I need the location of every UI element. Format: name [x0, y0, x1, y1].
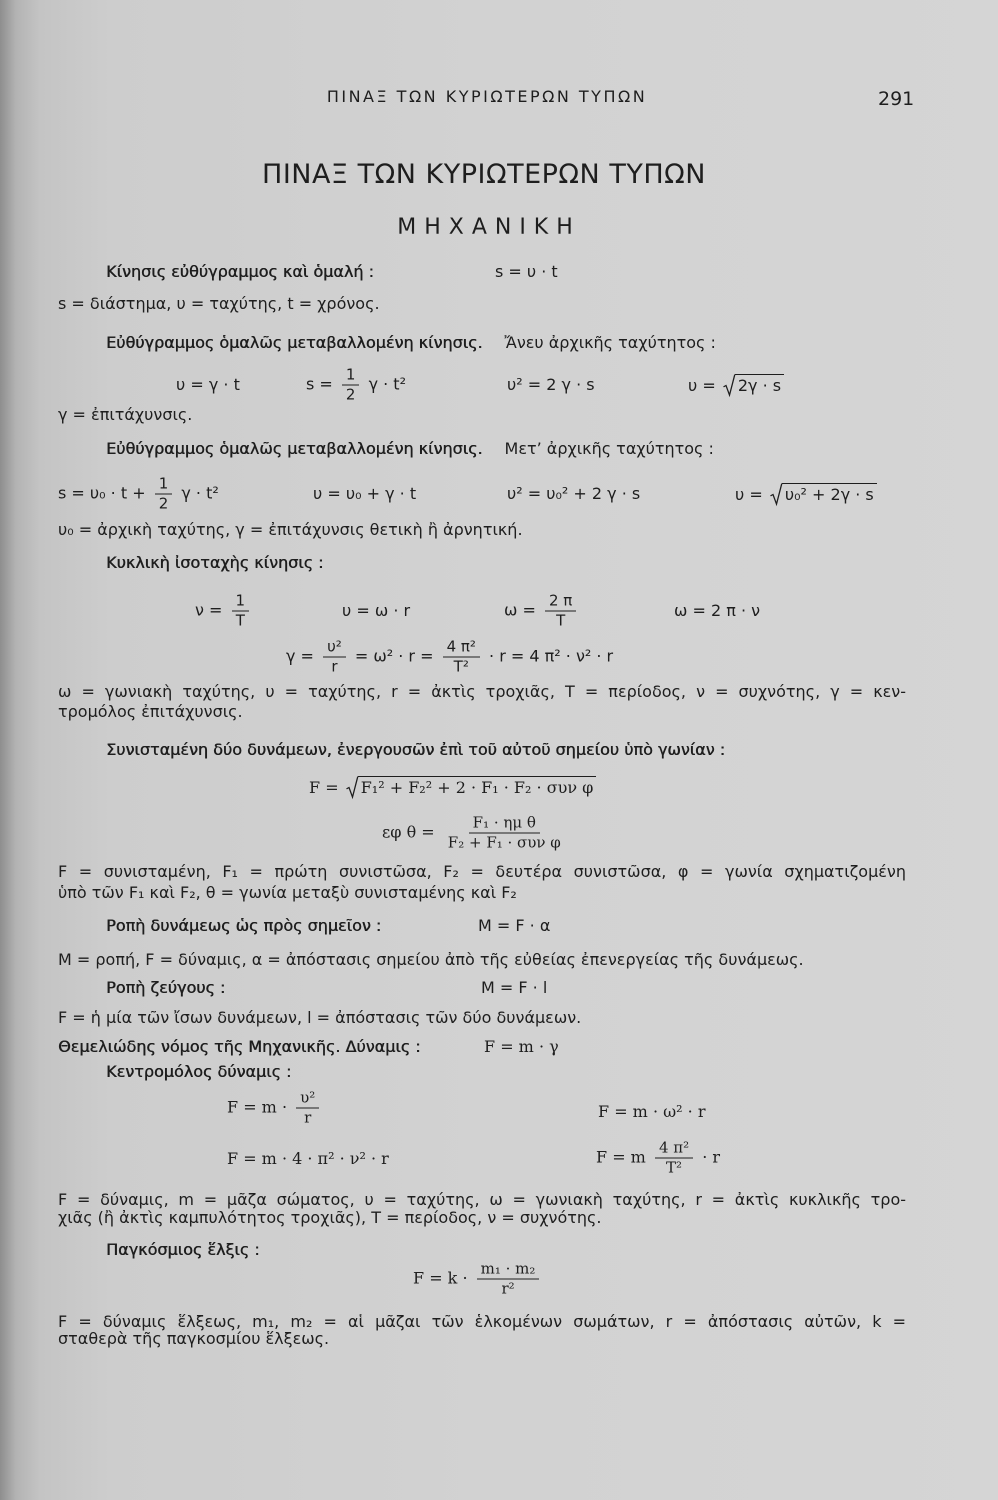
accelerated-motion-label: Εὐθύγραμμος ὁμαλῶς μεταβαλλομένη κίνησις.	[106, 333, 483, 352]
formula-centripetal-speed	[227, 1090, 323, 1127]
fraction	[232, 593, 250, 630]
gravitation-label: Παγκόσμιος ἕλξις :	[106, 1240, 260, 1259]
radicand: υ₀² + 2γ · s	[782, 483, 877, 504]
formula-centripetal-angular: F = m · ω² · r	[598, 1102, 706, 1121]
circular-motion-label: Κυκλικὴ ἰσοταχὴς κίνησις :	[106, 553, 324, 572]
fraction-denominator: r²	[501, 1279, 515, 1298]
radicand: F₁² + F₂² + 2 · F₁ · F₂ · συν φ	[358, 776, 597, 797]
moment-label: Ροπὴ δυνάμεως ὡς πρὸς σημεῖον :	[106, 916, 382, 935]
formula-rhs: · r = 4 π² · ν² · r	[489, 646, 614, 666]
fraction-numerator: υ²	[296, 1090, 319, 1109]
couple-legend: F = ἡ μία τῶν ἴσων δυνάμεων, l = ἀπόστασις τῶν δύο δυνάμεων.	[58, 1008, 582, 1027]
radical-sign	[770, 483, 782, 505]
formula-rhs: · r	[702, 1147, 721, 1167]
fraction-numerator: υ²	[323, 639, 346, 658]
section-title: ΜΗΧΑΝΙΚΗ	[397, 215, 581, 240]
formula-lhs: ν =	[195, 600, 223, 620]
page-number: 291	[878, 88, 915, 110]
formula-lhs: υ =	[688, 376, 716, 395]
formula-frequency	[195, 593, 253, 630]
square-root	[346, 776, 597, 798]
fundamental-law-label: Θεμελιώδης νόμος τῆς Μηχανικῆς. Δύναμις :	[58, 1037, 421, 1056]
formula-centripetal-frequency: F = m · 4 · π² · ν² · r	[227, 1149, 389, 1168]
fraction-numerator: 4 π²	[655, 1140, 693, 1159]
centripetal-force-label: Κεντρομόλος δύναμις :	[106, 1062, 292, 1081]
formula-middle: = ω² · r =	[354, 646, 434, 666]
fraction-denominator: F₂ + F₁ · συν φ	[447, 833, 561, 852]
fraction-denominator: T	[235, 611, 245, 630]
accelerated-initial-label: Εὐθύγραμμος ὁμαλῶς μεταβαλλομένη κίνησις.	[106, 439, 483, 458]
formula-linear-speed: υ = ω · r	[342, 601, 411, 620]
no-initial-velocity-condition: Ἄνευ ἀρχικῆς ταχύτητος :	[504, 333, 716, 352]
fraction	[296, 1090, 319, 1127]
radical-stroke	[346, 777, 357, 798]
fraction	[655, 1140, 693, 1177]
fraction-numerator: 1	[232, 593, 250, 612]
formula-centripetal-acceleration	[286, 639, 613, 676]
gravitation-legend-line-2: σταθερὰ τῆς παγκοσμίου ἕλξεως.	[58, 1329, 330, 1348]
radical-sign	[346, 776, 358, 798]
formula-lhs: F =	[309, 778, 339, 797]
formula-lhs: εφ θ =	[382, 822, 435, 842]
fraction	[545, 593, 576, 630]
radicand: 2γ · s	[735, 374, 784, 395]
fraction-denominator: 2	[345, 385, 356, 404]
fraction	[155, 476, 173, 513]
centripetal-legend-line-1: F = δύναμις, m = μᾶζα σώματος, υ = ταχύτης, ω = γωνιακὴ ταχύτης, r = ἀκτὶς κυκλικῆς τρο-	[58, 1190, 906, 1209]
formula-velocity-squared: υ² = 2 γ · s	[507, 375, 595, 394]
fraction-numerator: 4 π²	[443, 639, 480, 658]
formula-velocity-root-initial	[735, 483, 877, 505]
fraction-denominator: T²	[666, 1158, 683, 1177]
formula-lhs: F = m ·	[227, 1097, 288, 1117]
uniform-motion-label: Κίνησις εὐθύγραμμος καὶ ὁμαλή :	[106, 262, 374, 281]
formula-resultant-angle	[382, 815, 569, 852]
moment-legend: M = ροπή, F = δύναμις, α = ἀπόστασις σημείου ἀπὸ τῆς εὐθείας ἐπενεργείας τῆς δυνάμεως.	[58, 950, 804, 969]
formula-velocity-initial: υ = υ₀ + γ · t	[313, 484, 417, 503]
moment-formula: M = F · α	[478, 916, 551, 935]
square-root	[723, 374, 784, 396]
formula-lhs: F = m	[596, 1147, 646, 1167]
fraction	[477, 1261, 540, 1298]
formula-velocity: υ = γ · t	[176, 375, 240, 394]
fraction	[323, 639, 346, 676]
circular-motion-legend-line-2: τρομόλος ἐπιτάχυνσις.	[58, 702, 243, 721]
couple-formula: M = F · l	[481, 978, 548, 997]
formula-lhs: γ =	[286, 646, 314, 666]
fraction	[443, 639, 480, 676]
formula-velocity-squared-initial: υ² = υ₀² + 2 γ · s	[507, 484, 641, 503]
formula-lhs: s = υ₀ · t +	[58, 483, 146, 503]
fraction-denominator: T²	[453, 657, 469, 676]
fraction-numerator: 1	[155, 476, 173, 495]
fraction-numerator: F₁ · ημ θ	[469, 815, 540, 834]
accelerated-initial-heading	[106, 439, 714, 459]
formula-lhs: s =	[306, 374, 333, 394]
radical-sign	[723, 374, 735, 396]
resultant-legend-line-1: F = συνισταμένη, F₁ = πρώτη συνιστῶσα, F₂ = δευτέρα συνιστῶσα, φ = γωνία σχηματιζομένη	[58, 862, 906, 881]
fraction-numerator: m₁ · m₂	[477, 1261, 540, 1280]
formula-distance-initial	[58, 476, 219, 513]
square-root	[770, 483, 877, 505]
centripetal-legend-line-2: χιᾶς (ἢ ἀκτὶς καμπυλότητος τροχιᾶς), T = περίοδος, ν = συχνότης.	[58, 1208, 602, 1227]
fraction-denominator: r	[331, 657, 338, 676]
formula-resultant-magnitude	[309, 776, 596, 798]
formula-lhs: F = k ·	[413, 1268, 468, 1288]
formula-lhs: ω =	[504, 600, 536, 620]
formula-rhs: γ · t²	[368, 374, 406, 394]
acceleration-legend: γ = ἐπιτάχυνσις.	[58, 405, 193, 424]
fraction	[342, 367, 360, 404]
running-header: ΠΙΝΑΞ ΤΩΝ ΚΥΡΙΩΤΕΡΩΝ ΤΥΠΩΝ	[326, 87, 648, 106]
uniform-motion-legend: s = διάστημα, υ = ταχύτης, t = χρόνος.	[58, 294, 380, 313]
formula-velocity-root	[688, 374, 784, 396]
formula-rhs: γ · t²	[181, 483, 219, 503]
formula-distance	[306, 367, 406, 404]
page-title: ΠΙΝΑΞ ΤΩΝ ΚΥΡΙΩΤΕΡΩΝ ΤΥΠΩΝ	[262, 159, 706, 190]
initial-velocity-legend: υ₀ = ἀρχικὴ ταχύτης, γ = ἐπιτάχυνσις θετικὴ ἢ ἀρνητική.	[58, 520, 523, 539]
radical-stroke	[770, 484, 781, 505]
formula-angular-frequency: ω = 2 π · ν	[674, 601, 761, 620]
fraction	[444, 815, 565, 852]
fraction-numerator: 1	[342, 367, 360, 386]
fraction-denominator: T	[556, 611, 566, 630]
resultant-legend-line-2: ὑπὸ τῶν F₁ καὶ F₂, θ = γωνία μεταξὺ συνισταμένης καὶ F₂	[58, 883, 517, 902]
radical-stroke	[723, 375, 734, 396]
couple-label: Ροπὴ ζεύγους :	[106, 978, 226, 997]
uniform-motion-formula: s = υ · t	[495, 262, 558, 281]
fraction-numerator: 2 π	[545, 593, 576, 612]
fundamental-law-formula: F = m · γ	[484, 1037, 559, 1056]
circular-motion-legend-line-1: ω = γωνιακὴ ταχύτης, υ = ταχύτης, r = ἀκτὶς τροχιᾶς, T = περίοδος, ν = συχνότης, γ = κεν-	[58, 682, 906, 701]
resultant-label: Συνισταμένη δύο δυνάμεων, ἐνεργουσῶν ἐπὶ τοῦ αὐτοῦ σημείου ὑπὸ γωνίαν :	[106, 740, 726, 759]
initial-velocity-condition: Μετ’ ἀρχικῆς ταχύτητος :	[504, 439, 714, 458]
formula-lhs: υ =	[735, 485, 763, 504]
accelerated-motion-heading	[106, 333, 716, 353]
formula-angular-velocity	[504, 593, 580, 630]
gravitation-legend-line-1: F = δύναμις ἕλξεως, m₁, m₂ = αἱ μᾶζαι τῶν ἑλκομένων σωμάτων, r = ἀπόστασις αὐτῶν, k =	[58, 1312, 906, 1331]
formula-gravitation	[413, 1261, 543, 1298]
fraction-denominator: r	[304, 1108, 312, 1127]
fraction-denominator: 2	[158, 494, 169, 513]
formula-centripetal-period	[596, 1140, 720, 1177]
